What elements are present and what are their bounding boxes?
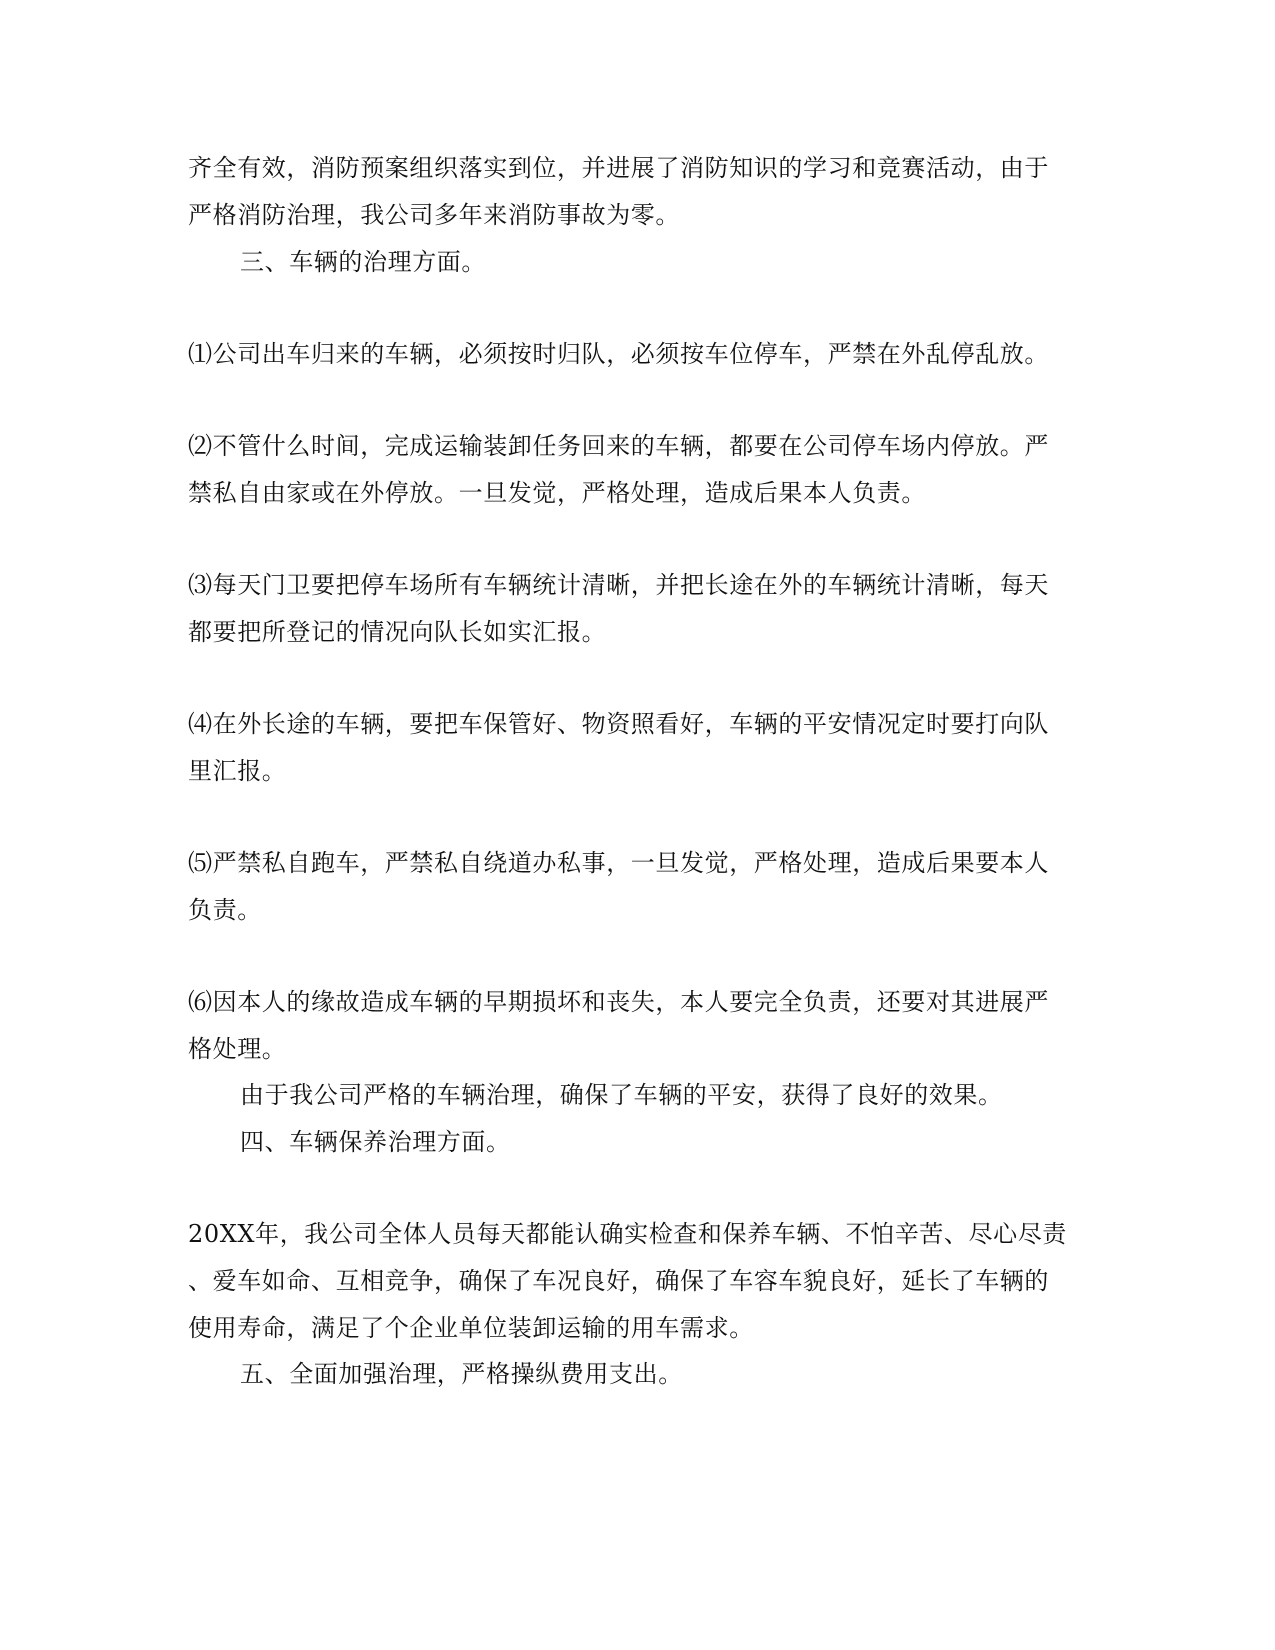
text-line: 齐全有效，消防预案组织落实到位，并进展了消防知识的学习和竞赛活动，由于 — [188, 154, 1049, 182]
text-line: ⑹因本人的缘故造成车辆的早期损坏和丧失，本人要完全负责，还要对其进展严 — [188, 988, 1049, 1016]
text-line: ⑷在外长途的车辆，要把车保管好、物资照看好，车辆的平安情况定时要打向队 — [188, 710, 1049, 738]
text-line: 、爱车如命、互相竞争，确保了车况良好，确保了车容车貌良好，延长了车辆的 — [188, 1267, 1049, 1295]
text-line: ⑵不管什么时间，完成运输装卸任务回来的车辆，都要在公司停车场内停放。严 — [188, 432, 1049, 460]
text-line: 禁私自由家或在外停放。一旦发觉，严格处理，造成后果本人负责。 — [188, 479, 926, 507]
paragraph-summary: 由于我公司严格的车辆治理，确保了车辆的平安，获得了良好的效果。 — [240, 1081, 1003, 1109]
text-line: ⑶每天门卫要把停车场所有车辆统计清晰，并把长途在外的车辆统计清晰，每天 — [188, 571, 1049, 599]
section-heading-maintenance: 四、车辆保养治理方面。 — [240, 1128, 511, 1156]
text-line: ⑸严禁私自跑车，严禁私自绕道办私事，一旦发觉，严格处理，造成后果要本人 — [188, 849, 1049, 877]
text-line: 都要把所登记的情况向队长如实汇报。 — [188, 618, 607, 646]
section-heading-vehicle-management: 三、车辆的治理方面。 — [240, 248, 486, 276]
text-line: ⑴公司出车归来的车辆，必须按时归队，必须按车位停车，严禁在外乱停乱放。 — [188, 340, 1049, 368]
section-heading-cost-control: 五、全面加强治理，严格操纵费用支出。 — [240, 1360, 683, 1388]
text-line: 格处理。 — [188, 1035, 287, 1063]
text-line: 20XX年，我公司全体人员每天都能认确实检查和保养车辆、不怕辛苦、尽心尽责 — [188, 1220, 1067, 1248]
text-line: 里汇报。 — [188, 757, 287, 785]
text-line: 负责。 — [188, 896, 262, 924]
text-line: 严格消防治理，我公司多年来消防事故为零。 — [188, 201, 680, 229]
text-line: 使用寿命，满足了个企业单位装卸运输的用车需求。 — [188, 1314, 754, 1342]
